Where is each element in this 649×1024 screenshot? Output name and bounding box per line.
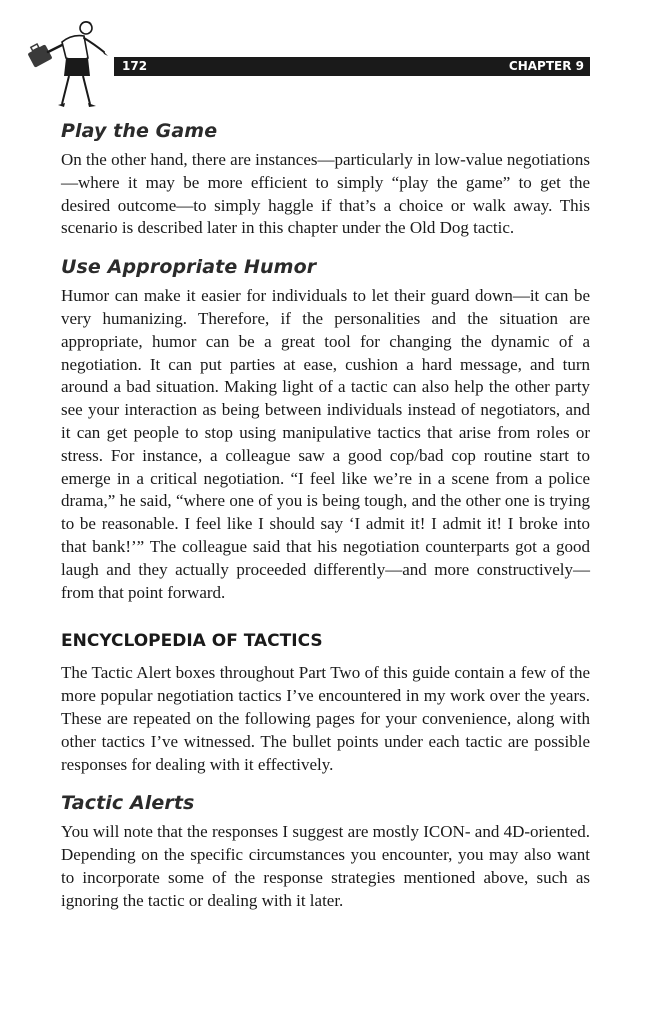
chapter-label: CHAPTER 9 [508,59,584,73]
paragraph-encyclopedia-of-tactics: The Tactic Alert boxes throughout Part Two of this guide contain a few of the more popular negotiation tactics I’ve encountered in my work over the years. These are repeated on the following pages for your convenience, along with other tactics I’ve witnessed. The bullet points under each tactic are possible responses for dealing with it effectively. [61,663,590,774]
page-number: 172 [122,59,148,73]
running-header [114,57,590,76]
heading-encyclopedia-of-tactics: ENCYCLOPEDIA OF TACTICS [61,631,323,652]
paragraph-use-appropriate-humor: Humor can make it easier for individuals to let their guard down—it can be very humanizing. Therefore, if the personalities and the situation are appropriate, humor can be a great tool for changing the dynamic of a negotiation. It can put parties at ease, cushion a hard message, and turn around a bad situation. Making light of a tactic can also help the other party see your interaction as being between individuals instead of negotiators, and it can get people to stop using manipulative tactics that arise from roles or stress. For instance, a colleague saw a good cop/bad cop routine start to emerge in a critical negotiation. “I feel like we’re in a scene from a police drama,” he said, “where one of you is being tough, and the other one is trying to be reasonable. I feel like I should say ‘I admit it! I admit it! I broke into that bank!’” The colleague said that his negotiation counterparts got a good laugh and they actually proceeded differently—and more constructively—from that point forward. [61,286,590,602]
page-content [61,116,590,919]
heading-tactic-alerts: Tactic Alerts [61,792,195,815]
heading-play-the-game: Play the Game [61,120,218,142]
paragraph-play-the-game: On the other hand, there are instances—particularly in low-value negotiations—where it may be more efficient to simply “play the game” to get the desired outcome—to simply haggle if that’s a choice or walk away. This scenario is described later in this chapter under the Old Dog tactic. [61,150,590,238]
businesswoman-with-briefcase-icon [28,18,110,110]
paragraph-tactic-alerts: You will note that the responses I suggest are mostly ICON- and 4D-oriented. Depending on the specific circumstances you encounter, you may also want to incorporate some of the response strategies mentioned above, such as ignoring the tactic or dealing with it later. [61,822,590,910]
heading-use-appropriate-humor: Use Appropriate Humor [61,256,317,279]
